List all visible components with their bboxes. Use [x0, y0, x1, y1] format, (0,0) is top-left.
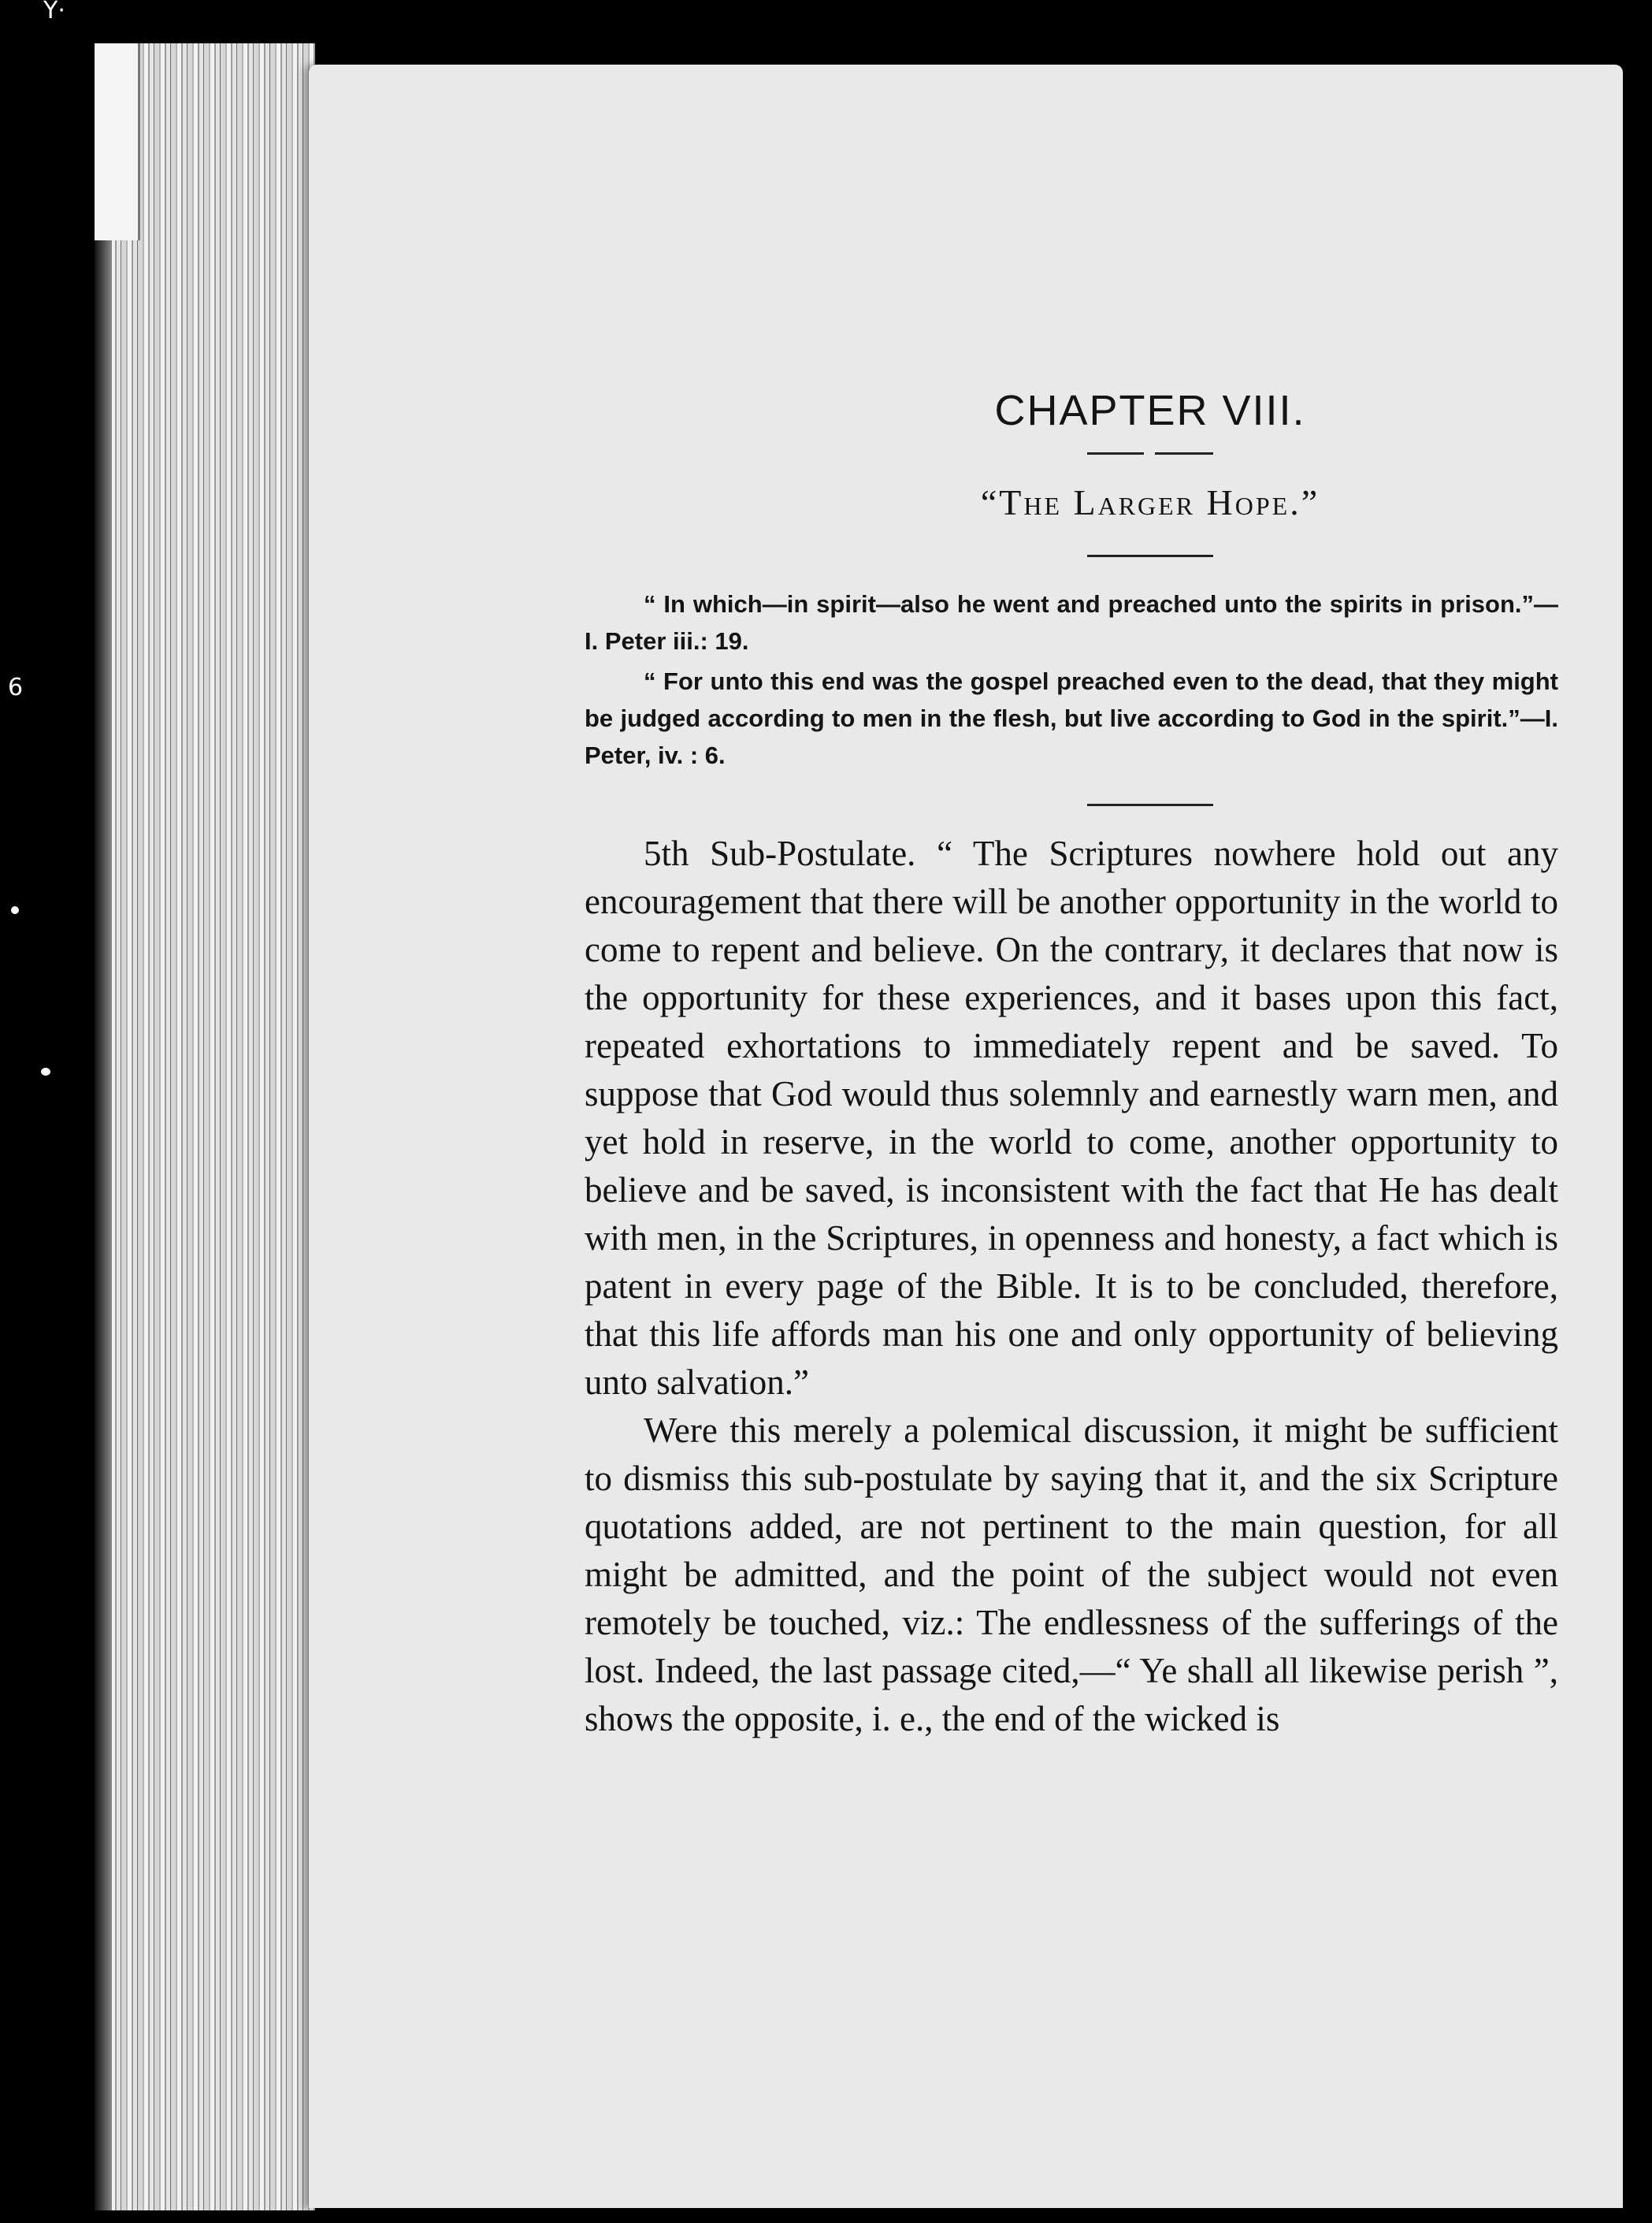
epigraph-block [585, 585, 1558, 774]
epigraph-quote: “ For unto this end was the gospel preached even to the dead, that they might be judged according to men in the flesh, but live according to God in the spirit.”—I. Peter, iv. : 6. [585, 667, 1558, 769]
scan-speck [11, 906, 19, 914]
section-title: “The Larger Hope.” [980, 482, 1320, 522]
book-spine-shadow [95, 43, 112, 2210]
title-divider [1087, 452, 1213, 455]
scan-speck [41, 1068, 50, 1076]
epigraph-divider [1087, 804, 1213, 806]
scan-margin-digit: 6 [8, 674, 24, 701]
body-text [585, 830, 1558, 1743]
page-edge-notch [95, 43, 140, 240]
chapter-title: CHAPTER VIII. [994, 387, 1306, 434]
book-page-edges [95, 43, 315, 2210]
paragraph: Were this merely a polemical discussion, it might be sufficient to dismiss this sub-postulate by saying that it, and the six Scripture quotations added, are not pertinent to the main question, for all might be admitted, and the point of the subject would not even remotely be touched, viz.: The endlessness of the sufferings of the lost. Indeed, the last passage cited,—“ Ye shall all likewise perish ”, shows the opposite, i. e., the end of the wicked is [585, 1411, 1558, 1738]
epigraph-quote: “ In which—in spirit—also he went and preached unto the spirits in prison.”—I. Peter iii.: 19. [585, 590, 1558, 655]
page-content [585, 370, 1558, 1743]
paragraph: 5th Sub-Postulate. “ The Scriptures nowhere hold out any encouragement that there will be another opportunity in the world to come to repent and believe. On the contrary, it declares that now is the opportunity for these experiences, and it bases upon this fact, repeated exhortations to immediately repent and be saved. To suppose that God would thus solemnly and earnestly warn men, and yet hold in reserve, in the world to come, another opportunity to believe and be saved, is inconsistent with the fact that He has dealt with men, in the Scriptures, in openness and honesty, a fact which is patent in every page of the Bible. It is to be concluded, therefore, that this life affords man his one and only opportunity of believing unto salvation.” [585, 834, 1558, 1402]
section-divider [1087, 555, 1213, 557]
scan-corner-mark: Y· [43, 0, 65, 24]
